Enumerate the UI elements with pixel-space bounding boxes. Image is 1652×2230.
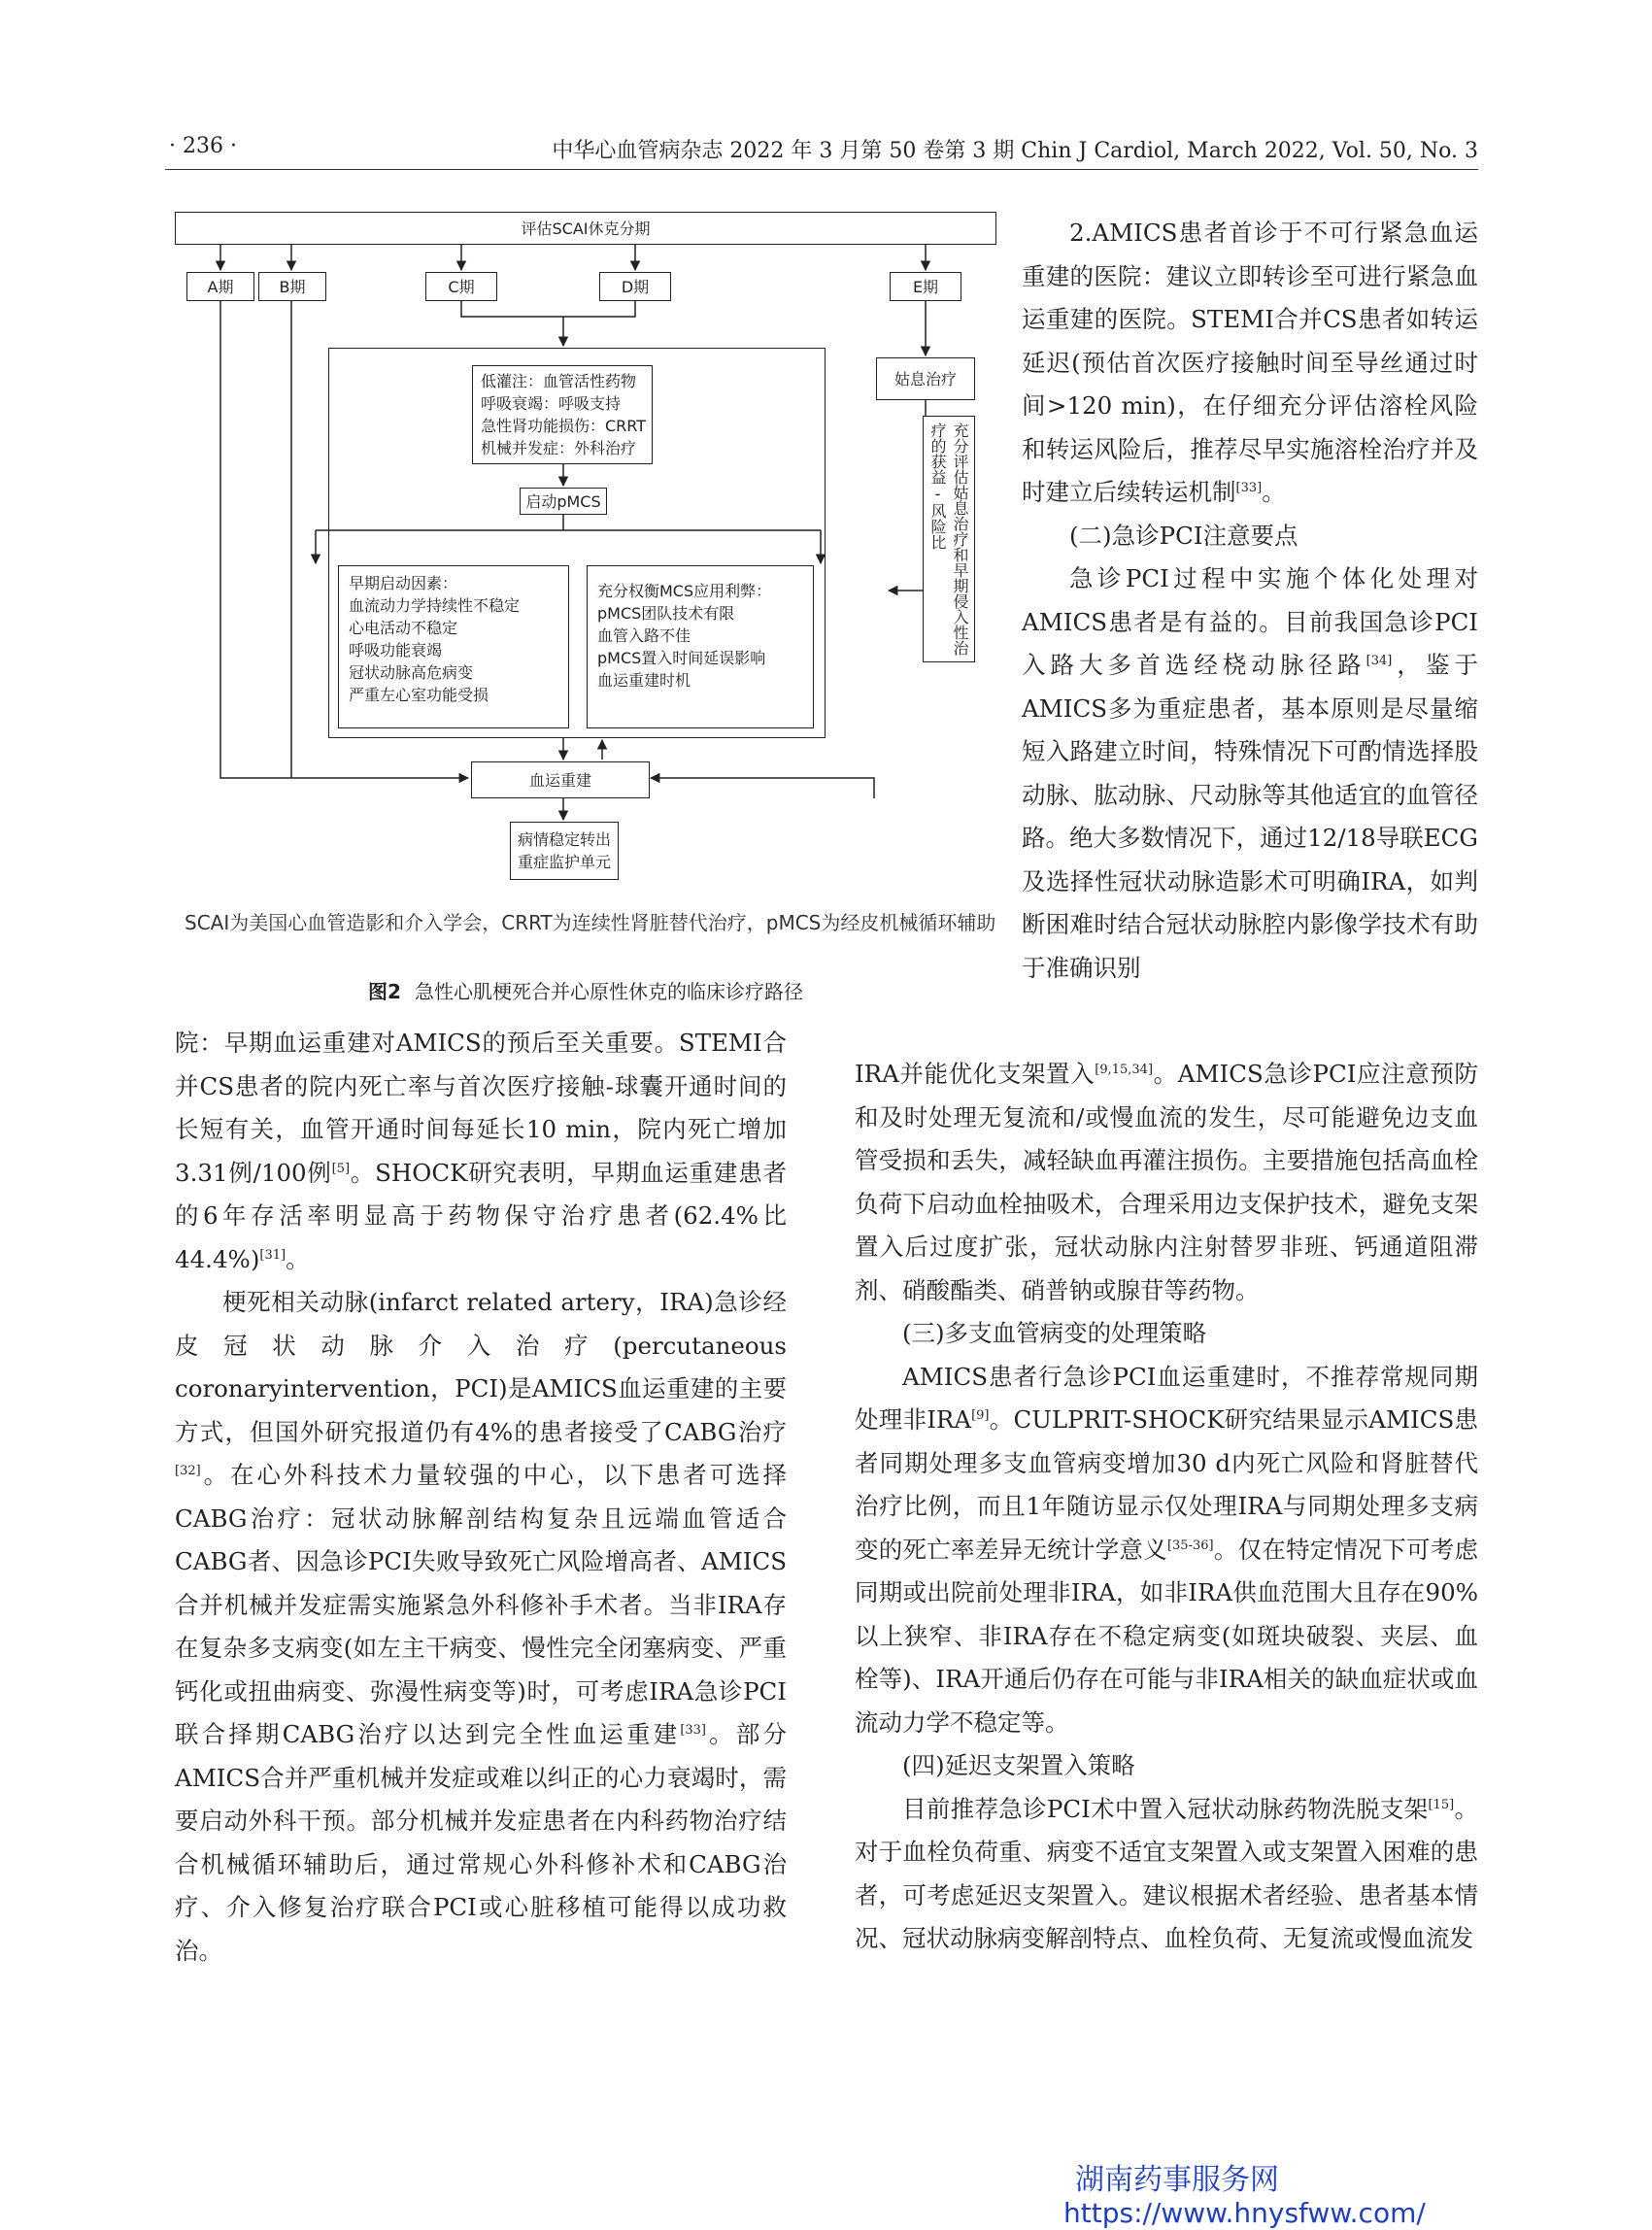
stage-b-box: B期 xyxy=(258,272,326,301)
right-column-top xyxy=(1022,212,1478,990)
stage-e-box: E期 xyxy=(890,272,961,301)
organ-support-box: 低灌注：血管活性药物 呼吸衰竭：呼吸支持 急性肾功能损伤：CRRT 机械并发症：外科治疗 xyxy=(472,365,653,464)
benefit-risk-assessment-box: 充分评估姑息治疗和早期侵入性治疗的获益-风险比 xyxy=(923,416,975,662)
paragraph-ira-pci: 梗死相关动脉(infarct related artery，IRA)急诊经皮冠状动脉介入治疗(percutaneous coronaryintervention，PCI)是AMICS血运重建的主要方式，但国外研究报道仍有4%的患者接受了CABG治疗[32]。在心外科技术力量较强的中心，以下患者可选择CABG治疗：冠状动脉解剖结构复杂且远端血管适合CABG者、因急诊PCI失败导致死亡风险增高者、AMICS合并机械并发症需实施紧急外科修补手术者。当非IRA存在复杂多支病变(如左主干病变、慢性完全闭塞病变、严重钙化或扭曲病变、弥漫性病变等)时，可考虑IRA急诊PCI联合择期CABG治疗以达到完全性血运重建[33]。部分AMICS合并严重机械并发症或难以纠正的心力衰竭时，需要启动外科干预。部分机械并发症患者在内科药物治疗结合机械循环辅助后，通过常规心外科修补术和CABG治疗、介入修复治疗联合PCI或心脏移植可能得以成功救治。 xyxy=(175,1288,788,1965)
watermark-url[interactable]: https://www.hnysfww.com/ xyxy=(1063,2197,1426,2229)
watermark xyxy=(1063,2163,1426,2230)
vert-to-revasc xyxy=(651,778,874,798)
scai-assessment-box: 评估SCAI休克分期 xyxy=(175,212,996,245)
running-header xyxy=(165,134,1478,173)
paragraph-ira-stent: IRA并能优化支架置入[9,15,34]。AMICS急诊PCI应注意预防和及时处理无复流和/或慢血流的发生，尽可能避免边支血管受损和丢失，减轻缺血再灌注损伤。主要措施包括高血栓负荷下启动血栓抽吸术，合理采用边支保护技术，避免支架置入后过度扩张，冠状动脉内注射替罗非班、钙通道阻滞剂、硝酸酯类、硝普钠或腺苷等药物。 xyxy=(855,1060,1478,1304)
paragraph-pci-points: 急诊PCI过程中实施个体化处理对AMICS患者是有益的。目前我国急诊PCI入路大多首选经桡动脉径路[34]，鉴于AMICS多为重症患者，基本原则是尽量缩短入路建立时间，特殊情况下可酌情选择股动脉、肱动脉、尺动脉等其他适宜的血管径路。绝大多数情况下，通过12/18导联ECG及选择性冠状动脉造影术可明确IRA，如判断困难时结合冠状动脉腔内影像学技术有助于准确识别 xyxy=(1022,564,1479,982)
right-column xyxy=(855,1053,1478,1961)
revascularization-box: 血运重建 xyxy=(471,761,650,798)
journal-info: 中华心血管病杂志 2022 年 3 月第 50 卷第 3 期 Chin J Cardiol, March 2022, Vol. 50, No. 3 xyxy=(552,139,1478,163)
watermark-name: 湖南药事服务网 xyxy=(1075,2163,1279,2197)
section-heading-multivessel: (三)多支血管病变的处理策略 xyxy=(902,1319,1207,1347)
figure-caption-label: 图2 xyxy=(368,980,401,1003)
stage-a-box: A期 xyxy=(186,272,254,301)
stage-c-box: C期 xyxy=(425,272,497,301)
figure-2-flowchart xyxy=(175,212,996,901)
transfer-icu-box: 病情稳定转出 重症监护单元 xyxy=(510,822,619,880)
mcs-weigh-box: 充分权衡MCS应用利弊： pMCS团队技术有限 血管入路不佳 pMCS置入时间延误影响 血运重建时机 xyxy=(587,565,814,728)
paragraph-early-revasc: 院：早期血运重建对AMICS的预后至关重要。STEMI合并CS患者的院内死亡率与首次医疗接触-球囊开通时间的长短有关，血管开通时间每延长10 min，院内死亡增加3.31例/100例[5]。SHOCK研究表明，早期血运重建患者的6年存活率明显高于药物保守治疗患者(62.4%比44.4%)[31]。 xyxy=(175,1029,787,1273)
early-start-factors-box: 早期启动因素： 血流动力学持续性不稳定 心电活动不稳定 呼吸功能衰竭 冠状动脉高危病变 严重左心室功能受损 xyxy=(338,565,569,728)
figure-caption xyxy=(175,976,996,1004)
cd-merge xyxy=(461,301,635,317)
stage-d-box: D期 xyxy=(599,272,671,301)
figure-footnote: SCAI为美国心血管造影和介入学会，CRRT为连续性肾脏替代治疗，pMCS为经皮机械循环辅助 xyxy=(185,911,996,934)
paragraph-transfer: 2.AMICS患者首诊于不可行紧急血运重建的医院：建议立即转诊至可进行紧急血运重建的医院。STEMI合并CS患者如转运延迟(预估首次医疗接触时间至导丝通过时间>120 min)，在仔细充分评估溶栓风险和转运风险后，推荐尽早实施溶栓治疗并及时建立后续转运机制[33]。 xyxy=(1022,219,1478,506)
paragraph-deferred-stent: 目前推荐急诊PCI术中置入冠状动脉药物洗脱支架[15]。对于血栓负荷重、病变不适宜支架置入或支架置入困难的患者，可考虑延迟支架置入。建议根据术者经验、患者基本情况、冠状动脉病变解剖特点、血栓负荷、无复流或慢血流发 xyxy=(855,1794,1478,1952)
section-heading-pci: (二)急诊PCI注意要点 xyxy=(1069,521,1298,550)
palliative-care-box: 姑息治疗 xyxy=(876,357,975,400)
paragraph-multivessel: AMICS患者行急诊PCI血运重建时，不推荐常规同期处理非IRA[9]。CULPRIT-SHOCK研究结果显示AMICS患者同期处理多支血管病变增加30 d内死亡风险和肾脏替代治疗比例，而且1年随访显示仅处理IRA与同期处理多支病变的死亡率差异无统计学意义[35-36]。仅在特定情况下可考虑同期或出院前处理非IRA，如非IRA供血范围大且存在90%以上狭窄、非IRA存在不稳定病变(如斑块破裂、夹层、血栓等)、IRA开通后仍存在可能与非IRA相关的缺血症状或血流动力学不稳定等。 xyxy=(855,1362,1478,1737)
section-heading-deferred-stent: (四)延迟支架置入策略 xyxy=(902,1751,1135,1779)
header-rule xyxy=(165,169,1478,170)
figure-caption-text: 急性心肌梗死合并心原性休克的临床诊疗路径 xyxy=(414,980,803,1003)
page-number: · 236 · xyxy=(169,134,237,158)
left-column xyxy=(175,1022,787,1973)
start-pmcs-box: 启动pMCS xyxy=(520,488,607,515)
